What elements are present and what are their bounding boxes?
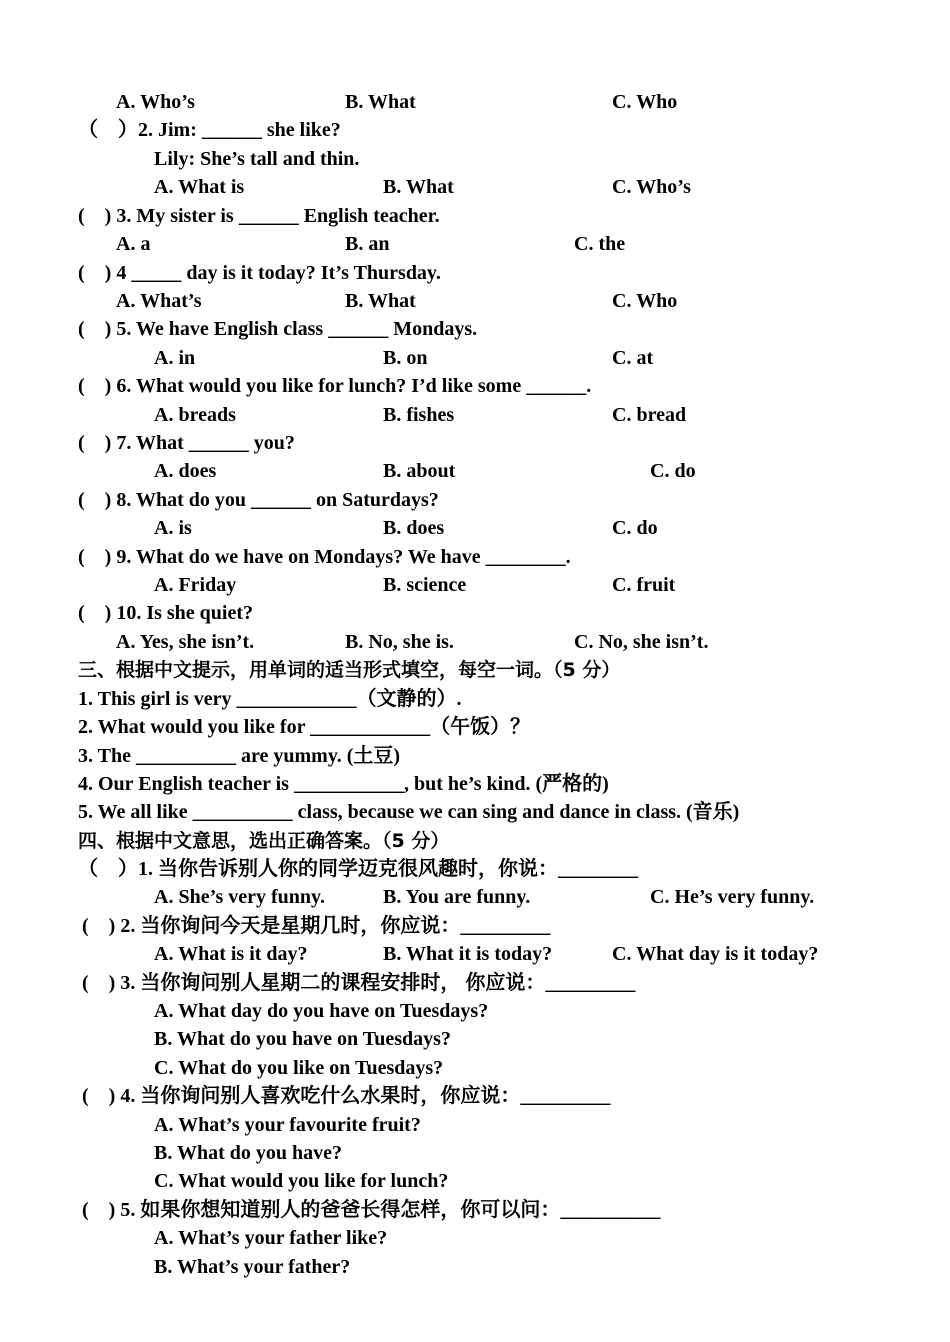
p4-q2-option-a: A. What is it day? bbox=[154, 943, 308, 965]
q4-option-a: A. What’s bbox=[116, 290, 202, 312]
p4-q1-stem: （ ）1. 当你告诉别人你的同学迈克很风趣时，你说：________ bbox=[78, 858, 638, 880]
part3-item-5: 5. We all like __________ class, because we can sing and dance in class. (音乐) bbox=[78, 801, 740, 823]
q8-stem: ( ) 8. What do you ______ on Saturdays? bbox=[78, 489, 439, 511]
q10-option-b: B. No, she is. bbox=[345, 631, 454, 653]
q6-stem: ( ) 6. What would you like for lunch? I’d like some ______. bbox=[78, 375, 592, 397]
p4-q1-option-c: C. He’s very funny. bbox=[650, 886, 815, 908]
q9-option-a: A. Friday bbox=[154, 574, 237, 596]
q5-option-a: A. in bbox=[154, 347, 196, 369]
q8-option-b: B. does bbox=[383, 517, 445, 539]
part3-item-4: 4. Our English teacher is ___________, but he’s kind. (严格的) bbox=[78, 773, 609, 795]
q8-option-a: A. is bbox=[154, 517, 192, 539]
q9-stem: ( ) 9. What do we have on Mondays? We have ________. bbox=[78, 546, 571, 568]
p4-q2-option-c: C. What day is it today? bbox=[612, 943, 819, 965]
part3-item-1: 1. This girl is very ____________（文静的）. bbox=[78, 688, 462, 710]
q7-option-b: B. about bbox=[383, 460, 456, 482]
q3-option-a: A. a bbox=[116, 233, 151, 255]
p4-q3-stem: ( ) 3. 当你询问别人星期二的课程安排时， 你应说：_________ bbox=[82, 972, 636, 994]
q2-option-a: A. What is bbox=[154, 176, 245, 198]
p4-q4-option-b: B. What do you have? bbox=[154, 1142, 343, 1164]
q10-stem: ( ) 10. Is she quiet? bbox=[78, 602, 254, 624]
p4-q5-option-a: A. What’s your father like? bbox=[154, 1227, 388, 1249]
q2-stem: （ ）2. Jim: ______ she like? bbox=[78, 119, 341, 141]
q7-option-a: A. does bbox=[154, 460, 217, 482]
p4-q1-option-b: B. You are funny. bbox=[383, 886, 531, 908]
part4-heading: 四、根据中文意思，选出正确答案。（5 分） bbox=[78, 830, 450, 852]
part3-item-3: 3. The __________ are yummy. (土豆) bbox=[78, 745, 401, 767]
q4-stem: ( ) 4 _____ day is it today? It’s Thursday. bbox=[78, 262, 441, 284]
q4-option-b: B. What bbox=[345, 290, 416, 312]
p4-q5-option-b: B. What’s your father? bbox=[154, 1256, 351, 1278]
p4-q3-option-b: B. What do you have on Tuesdays? bbox=[154, 1028, 451, 1050]
q4-option-c: C. Who bbox=[612, 290, 678, 312]
p4-q5-stem: ( ) 5. 如果你想知道别人的爸爸长得怎样，你可以问：__________ bbox=[82, 1199, 661, 1221]
q2-option-c: C. Who’s bbox=[612, 176, 691, 198]
q6-option-c: C. bread bbox=[612, 404, 687, 426]
q5-option-c: C. at bbox=[612, 347, 654, 369]
p4-q3-option-a: A. What day do you have on Tuesdays? bbox=[154, 1000, 489, 1022]
p4-q1-option-a: A. She’s very funny. bbox=[154, 886, 325, 908]
q7-stem: ( ) 7. What ______ you? bbox=[78, 432, 295, 454]
q3-option-c: C. the bbox=[574, 233, 626, 255]
p4-q4-stem: ( ) 4. 当你询问别人喜欢吃什么水果时，你应说：_________ bbox=[82, 1085, 611, 1107]
part3-heading: 三、根据中文提示，用单词的适当形式填空，每空一词。（5 分） bbox=[78, 659, 621, 681]
part3-item-2: 2. What would you like for ____________（午饭）？ bbox=[78, 716, 531, 738]
q1-option-a: A. Who’s bbox=[116, 91, 195, 113]
q5-option-b: B. on bbox=[383, 347, 428, 369]
q6-option-a: A. breads bbox=[154, 404, 236, 426]
q1-option-c: C. Who bbox=[612, 91, 678, 113]
q8-option-c: C. do bbox=[612, 517, 658, 539]
q6-option-b: B. fishes bbox=[383, 404, 455, 426]
q2-reply: Lily: She’s tall and thin. bbox=[154, 148, 360, 170]
q3-stem: ( ) 3. My sister is ______ English teacher. bbox=[78, 205, 440, 227]
q10-option-a: A. Yes, she isn’t. bbox=[116, 631, 255, 653]
q3-option-b: B. an bbox=[345, 233, 390, 255]
q9-option-c: C. fruit bbox=[612, 574, 676, 596]
p4-q3-option-c: C. What do you like on Tuesdays? bbox=[154, 1057, 444, 1079]
p4-q4-option-c: C. What would you like for lunch? bbox=[154, 1170, 449, 1192]
q9-option-b: B. science bbox=[383, 574, 467, 596]
p4-q2-option-b: B. What it is today? bbox=[383, 943, 553, 965]
q1-option-b: B. What bbox=[345, 91, 416, 113]
q2-option-b: B. What bbox=[383, 176, 454, 198]
p4-q4-option-a: A. What’s your favourite fruit? bbox=[154, 1114, 421, 1136]
q7-option-c: C. do bbox=[650, 460, 696, 482]
q10-option-c: C. No, she isn’t. bbox=[574, 631, 709, 653]
p4-q2-stem: ( ) 2. 当你询问今天是星期几时，你应说：_________ bbox=[82, 915, 551, 937]
q5-stem: ( ) 5. We have English class ______ Mondays. bbox=[78, 318, 478, 340]
